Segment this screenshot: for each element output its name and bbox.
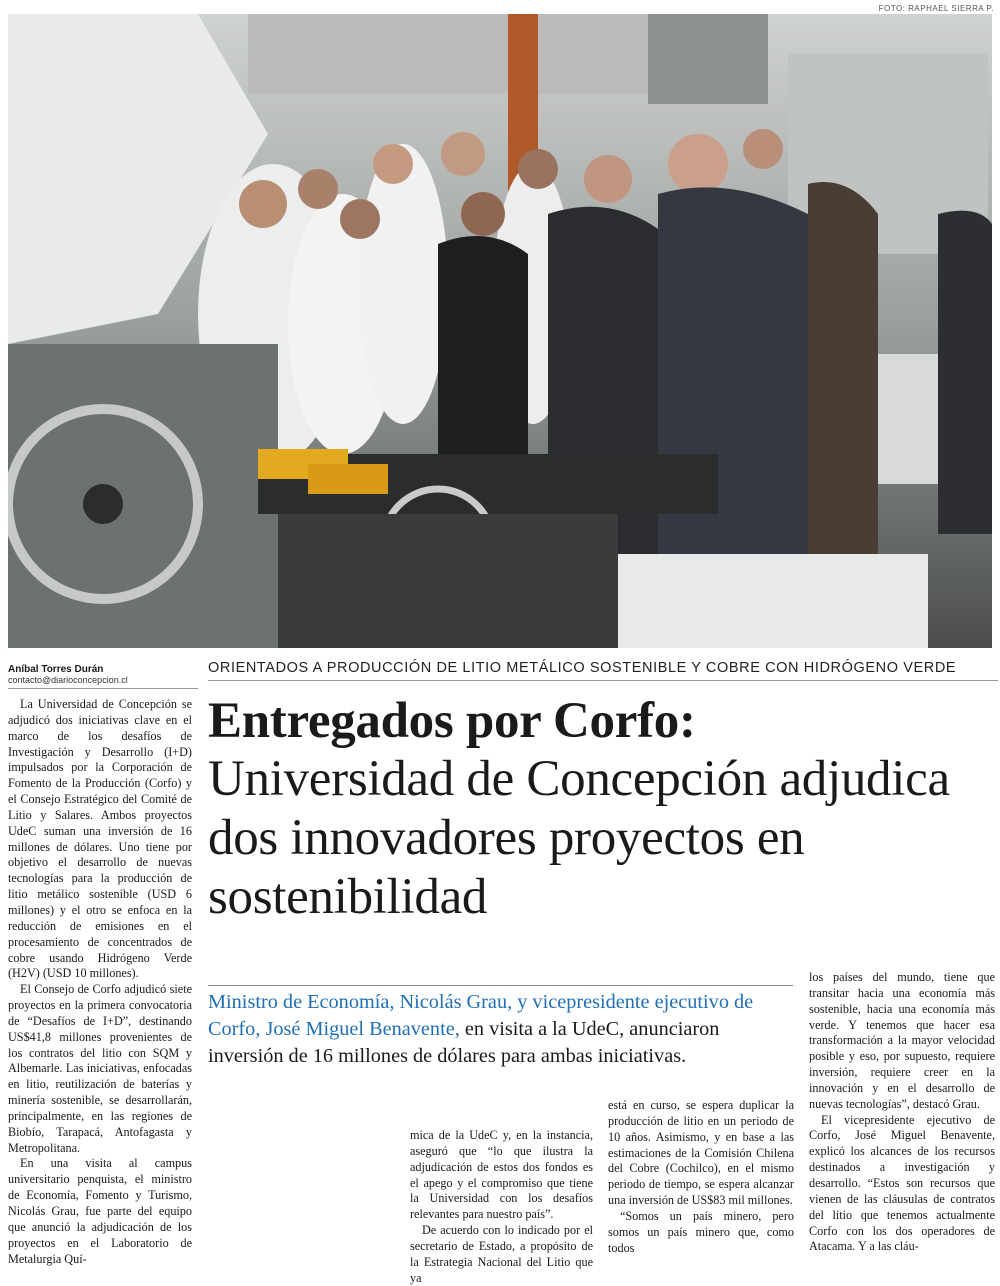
kicker: ORIENTADOS A PRODUCCIÓN DE LITIO METÁLICO SOSTENIBLE Y COBRE CON HIDRÓGENO VERDE bbox=[208, 660, 998, 681]
body-paragraph: mica de la UdeC y, en la instancia, aseguró que “lo que ilustra la adjudicación de estos dos fondos es el apego y el compromiso que tiene la Universidad con los desafíos relevantes para nuestro país”. bbox=[410, 1128, 593, 1222]
lead-photo bbox=[8, 14, 992, 648]
body-paragraph: El Consejo de Corfo adjudicó siete proyectos en la primera convocatoria de “Desafíos de I+D”, destinando US$41,8 millones provenientes de los contratos del litio con SQM y Albemarle. Las iniciativas, enfocadas en litio, reutilización de baterías y minería sostenible, se desarrollarán, principalmente, en las regiones de Biobío, Tarapacá, Antofagasta y Metropolitana. bbox=[8, 982, 192, 1155]
body-paragraph: De acuerdo con lo indicado por el secretario de Estado, a propósito de la Estrategia Nacional del Litio que ya bbox=[410, 1223, 593, 1285]
deck bbox=[208, 985, 793, 1070]
body-paragraph: La Universidad de Concepción se adjudicó dos iniciativas clave en el marco de los desafíos de Investigación y Desarrollo (I+D) impulsados por la Corporación de Fomento de la Producción (Corfo) y el Consejo Estratégico del Comité de Litio y Salares. Ambos proyectos UdeC suman una inversión de 16 millones de dólares. Uno tiene por objetivo el desarrollo de nuevas tecnologías para la producción de litio metálico sostenible (USD 6 millones) y el otro se enfoca en la reducción de emisiones en el procesamiento de concentrados de cobre usando Hidrógeno Verde (H2V) (USD 10 millones). bbox=[8, 697, 192, 981]
body-paragraph: En una visita al campus universitario penquista, el ministro de Economía, Fomento y Turismo, Nicolás Grau, fue parte del equipo que anunció la adjudicación de los proyectos en el Laboratorio de Metalurgia Quí- bbox=[8, 1156, 192, 1266]
byline bbox=[8, 664, 198, 689]
body-column-4 bbox=[809, 970, 995, 1255]
body-column-3 bbox=[608, 1098, 794, 1256]
byline-email: contacto@diarioconcepcion.cl bbox=[8, 675, 128, 685]
byline-author: Aníbal Torres Durán bbox=[8, 664, 104, 675]
deck-text bbox=[208, 989, 793, 1070]
body-paragraph: “Somos un país minero, pero somos un país minero que, como todos bbox=[608, 1208, 794, 1255]
body-column-1 bbox=[8, 697, 192, 1267]
headline-main: Entregados por Corfo: bbox=[208, 693, 696, 749]
deck-rest: en visita a la UdeC, anunciaron inversión de 16 millones de dólares para ambas iniciativas. bbox=[208, 1018, 720, 1067]
body-paragraph: los países del mundo, tiene que transitar hacia una economía más sostenible, hacia una economía más verde. Y tenemos que hacer esa transformación a la mayor velocidad posible y eso, por supuesto, requiere inversión, requiere creer en la innovación y en el desarrollo de nuevas tecnologías”, destacó Grau. bbox=[809, 970, 995, 1111]
photo-credit: FOTO: RAPHAEL SIERRA P. bbox=[878, 4, 994, 13]
headline bbox=[208, 692, 998, 927]
headline-sub: Universidad de Concepción adjudica dos innovadores proyectos en sostenibilidad bbox=[208, 751, 950, 925]
deck-highlight: Ministro de Economía, Nicolás Grau, y vicepresidente ejecutivo de Corfo, José Miguel Benavente, bbox=[208, 991, 754, 1040]
body-paragraph: El vicepresidente ejecutivo de Corfo, José Miguel Benavente, explicó los alcances de los recursos destinados a investigación y desarrollo. “Estos son recursos que vienen de las cláusulas de contratos del litio que tenemos actualmente Corfo con los dos operadores de Atacama. Y a las cláu- bbox=[809, 1112, 995, 1254]
body-column-2 bbox=[410, 1128, 593, 1286]
body-paragraph: está en curso, se espera duplicar la producción de litio en un periodo de 10 años. Asimismo, y en base a las estimaciones de la Comisión Chilena del Cobre (Cochilco), en el mismo periodo de tiempo, se espera alcanzar una inversión de US$83 mil millones. bbox=[608, 1098, 794, 1208]
lab-photo-illustration bbox=[8, 14, 992, 648]
